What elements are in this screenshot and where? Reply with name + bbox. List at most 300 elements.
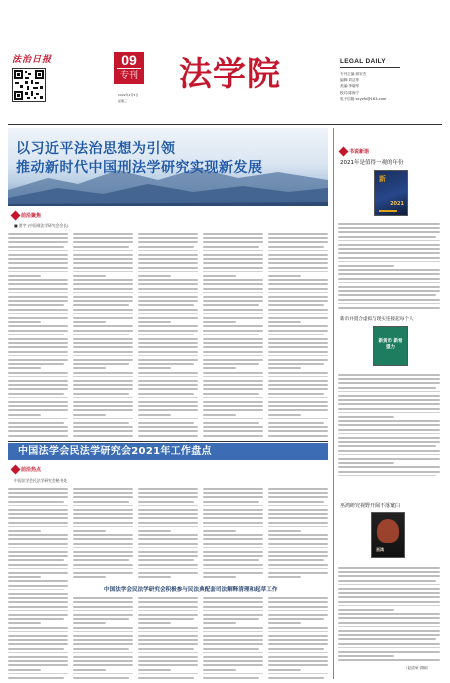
text-line	[138, 380, 198, 382]
text-line	[268, 572, 328, 574]
text-line	[268, 359, 328, 361]
text-line	[203, 622, 236, 624]
text-line	[338, 231, 440, 233]
text-line	[338, 450, 440, 452]
text-line	[338, 294, 436, 296]
text-line	[203, 304, 259, 306]
text-line	[268, 283, 328, 285]
text-line	[338, 617, 440, 619]
text-line	[203, 530, 236, 532]
text-line	[338, 299, 440, 301]
text-line	[8, 279, 68, 281]
text-line	[73, 652, 133, 654]
text-line	[203, 660, 263, 662]
text-line	[8, 338, 68, 340]
text-line	[268, 435, 328, 437]
text-line	[138, 652, 198, 654]
text-line	[8, 426, 68, 428]
text-line	[73, 384, 133, 386]
text-line	[268, 296, 328, 298]
text-line	[268, 401, 328, 403]
text-line	[8, 262, 68, 264]
text-line	[138, 677, 194, 679]
staff-list	[340, 71, 386, 102]
text-line	[138, 300, 198, 302]
text-line	[8, 304, 64, 306]
text-line	[203, 517, 263, 519]
text-line	[8, 572, 68, 574]
text-line	[138, 275, 171, 277]
text-line	[338, 588, 440, 590]
text-line	[8, 380, 68, 382]
text-line	[73, 538, 133, 540]
text-line	[138, 363, 194, 365]
text-line	[8, 241, 68, 243]
text-line	[138, 526, 198, 528]
text-line	[338, 307, 440, 309]
text-line	[138, 568, 198, 570]
text-line	[338, 445, 436, 447]
text-line	[203, 618, 259, 620]
text-line	[203, 271, 263, 273]
text-line	[138, 414, 171, 416]
text-line	[338, 626, 440, 628]
text-line	[268, 325, 328, 327]
text-line	[338, 416, 394, 418]
text-line	[138, 614, 198, 616]
lead-title-line1: 以习近平法治思想为引领	[16, 141, 176, 157]
text-line	[203, 401, 263, 403]
text-line	[268, 551, 328, 553]
text-line	[8, 393, 64, 395]
text-line	[138, 279, 198, 281]
text-line	[73, 517, 133, 519]
text-line	[268, 288, 328, 290]
text-line	[73, 401, 133, 403]
text-line	[268, 246, 324, 248]
text-line	[73, 555, 133, 557]
text-line	[338, 471, 440, 473]
text-line	[73, 414, 106, 416]
text-line	[268, 656, 328, 658]
text-line	[73, 325, 133, 327]
text-line	[268, 330, 328, 332]
text-line	[203, 505, 263, 507]
text-line	[138, 606, 198, 608]
text-line	[73, 513, 133, 515]
text-line	[138, 597, 198, 599]
text-line	[73, 572, 133, 574]
text-line	[338, 647, 440, 649]
text-line	[8, 538, 68, 540]
text-line	[8, 606, 68, 608]
text-line	[203, 551, 263, 553]
text-line	[73, 304, 129, 306]
text-line	[203, 241, 263, 243]
text-line	[338, 265, 394, 267]
book-cover-1: 新 2021	[374, 170, 408, 216]
text-line	[138, 517, 198, 519]
text-line	[8, 622, 41, 624]
text-line	[268, 660, 328, 662]
text-line	[73, 597, 133, 599]
text-line	[268, 250, 328, 252]
text-line	[338, 257, 440, 259]
text-line	[8, 568, 68, 570]
text-line	[268, 631, 328, 633]
text-line	[8, 330, 68, 332]
text-line	[138, 618, 194, 620]
text-line	[138, 330, 198, 332]
text-line	[73, 393, 129, 395]
issue-badge	[114, 52, 144, 84]
text-line	[338, 387, 436, 389]
text-line	[338, 596, 440, 598]
text-line	[8, 233, 68, 235]
text-line	[338, 286, 440, 288]
text-line	[138, 288, 198, 290]
text-line	[203, 639, 263, 641]
text-line	[203, 648, 259, 650]
sidebar-item1-body	[338, 220, 443, 310]
text-line	[203, 426, 263, 428]
text-line	[338, 571, 440, 573]
text-line	[8, 334, 64, 336]
text-line	[268, 601, 328, 603]
text-line	[203, 409, 263, 411]
text-line	[138, 422, 194, 424]
text-line	[338, 412, 440, 414]
text-line	[268, 513, 328, 515]
text-line	[73, 372, 133, 374]
text-line	[203, 414, 236, 416]
text-line	[73, 551, 133, 553]
text-line	[8, 643, 68, 645]
text-line	[73, 435, 133, 437]
text-line	[203, 572, 263, 574]
text-line	[73, 363, 129, 365]
text-line	[138, 538, 198, 540]
text-line	[338, 609, 394, 611]
text-line	[8, 359, 68, 361]
text-line	[268, 488, 328, 490]
text-line	[338, 378, 440, 380]
text-line	[8, 488, 68, 490]
text-line	[73, 559, 129, 561]
diamond-icon	[11, 211, 21, 221]
text-line	[73, 543, 133, 545]
text-line	[203, 330, 263, 332]
text-line	[268, 492, 328, 494]
work-review-body-columns	[8, 485, 328, 679]
lead-article	[8, 128, 328, 440]
text-line	[268, 555, 328, 557]
text-line	[73, 534, 133, 536]
text-line	[338, 429, 440, 431]
text-line	[203, 309, 263, 311]
text-line	[73, 397, 133, 399]
text-line	[203, 363, 259, 365]
text-line	[138, 376, 198, 378]
text-line	[73, 610, 133, 612]
staff-editor-in-chief: 专刊主编:蒋安杰	[340, 72, 367, 76]
text-line	[268, 367, 301, 369]
text-line	[268, 376, 328, 378]
text-line	[8, 648, 64, 650]
text-line	[138, 418, 198, 420]
text-line	[268, 309, 328, 311]
text-line	[338, 638, 436, 640]
text-line	[338, 466, 440, 468]
text-line	[8, 250, 68, 252]
sidebar-item2-title: 新币并置合虚拟与现实连接起每个人	[340, 317, 414, 322]
text-line	[73, 656, 133, 658]
text-line	[8, 517, 68, 519]
text-line	[138, 501, 194, 503]
text-line	[268, 405, 328, 407]
text-line	[73, 677, 129, 679]
text-line	[8, 283, 68, 285]
text-line	[203, 351, 263, 353]
text-line	[338, 622, 440, 624]
book-cover-3: 巫鸿	[371, 512, 405, 558]
text-line	[203, 627, 263, 629]
text-line	[203, 317, 263, 319]
text-line	[203, 283, 263, 285]
text-line	[203, 543, 263, 545]
text-line	[8, 618, 64, 620]
text-line	[268, 338, 328, 340]
text-line	[73, 635, 133, 637]
text-line	[138, 572, 198, 574]
text-line	[8, 551, 68, 553]
text-line	[8, 275, 41, 277]
text-line	[8, 513, 68, 515]
text-line	[138, 313, 198, 315]
text-line	[203, 355, 263, 357]
text-line	[338, 567, 440, 569]
text-line	[8, 372, 68, 374]
text-line	[338, 269, 440, 271]
text-line	[138, 576, 171, 578]
text-line	[268, 530, 301, 532]
text-line	[203, 313, 263, 315]
text-line	[268, 517, 328, 519]
text-line	[338, 420, 440, 422]
text-line	[73, 388, 133, 390]
text-line	[73, 258, 133, 260]
text-line	[268, 622, 301, 624]
text-line	[268, 321, 301, 323]
text-line	[268, 372, 328, 374]
text-line	[8, 418, 68, 420]
text-line	[8, 589, 64, 591]
sidebar-section-label: 书说新语	[340, 148, 369, 155]
text-line	[203, 342, 263, 344]
text-line	[138, 534, 198, 536]
text-line	[8, 271, 68, 273]
text-line	[138, 435, 198, 437]
text-line	[338, 273, 440, 275]
text-line	[138, 372, 198, 374]
text-line	[203, 509, 263, 511]
work-review-section-label: 前沿热点	[12, 466, 41, 473]
text-line	[73, 292, 133, 294]
text-line	[203, 522, 263, 524]
text-line	[203, 606, 263, 608]
text-line	[138, 522, 198, 524]
text-line	[8, 505, 68, 507]
text-line	[268, 409, 328, 411]
text-line	[73, 568, 133, 570]
staff-proofreader: 校对:陈海宁	[340, 90, 360, 95]
text-line	[138, 664, 198, 666]
text-line	[268, 258, 328, 260]
page-title: 法学院	[179, 54, 281, 93]
text-line	[138, 631, 198, 633]
text-line	[138, 635, 198, 637]
text-line	[8, 430, 68, 432]
newspaper-logo: 法治日报	[12, 55, 53, 65]
text-line	[138, 639, 198, 641]
staff-email: 电子信箱:xcyzfx@163.com	[340, 96, 387, 101]
staff-designer: 美编:李晓军	[340, 84, 360, 89]
text-line	[203, 262, 263, 264]
text-line	[138, 304, 194, 306]
text-line	[138, 384, 198, 386]
text-line	[203, 568, 263, 570]
text-line	[268, 547, 328, 549]
text-line	[138, 547, 198, 549]
text-line	[138, 388, 198, 390]
text-line	[338, 399, 440, 401]
text-line	[8, 325, 68, 327]
text-line	[268, 639, 328, 641]
text-line	[138, 355, 198, 357]
text-line	[73, 262, 133, 264]
text-line	[73, 267, 133, 269]
text-line	[8, 669, 41, 671]
text-line	[138, 292, 198, 294]
text-line	[268, 501, 324, 503]
text-line	[268, 393, 324, 395]
text-line	[8, 309, 68, 311]
text-line	[268, 363, 324, 365]
text-line	[138, 409, 198, 411]
text-line	[8, 530, 41, 532]
text-line	[203, 673, 263, 675]
text-line	[8, 409, 68, 411]
diamond-icon	[339, 147, 349, 157]
text-line	[203, 635, 263, 637]
text-line	[8, 534, 68, 536]
text-line	[8, 576, 41, 578]
sidebar-footer-note: （赵清荣 供稿）	[404, 666, 431, 670]
text-line	[338, 441, 440, 443]
text-line	[338, 282, 440, 284]
text-line	[8, 300, 68, 302]
text-line	[8, 363, 64, 365]
text-line	[8, 639, 68, 641]
text-line	[8, 296, 68, 298]
text-line	[8, 526, 68, 528]
text-line	[203, 233, 263, 235]
lead-author: ■ 贾宇 (中国刑法学研究会会长)	[14, 223, 69, 228]
text-line	[138, 338, 198, 340]
text-line	[73, 660, 133, 662]
text-line	[203, 359, 263, 361]
text-line	[8, 627, 68, 629]
text-line	[138, 321, 171, 323]
text-line	[203, 513, 263, 515]
text-line	[8, 401, 68, 403]
text-line	[8, 397, 68, 399]
text-line	[73, 526, 133, 528]
text-line	[203, 372, 263, 374]
text-line	[8, 237, 68, 239]
text-line	[338, 651, 440, 653]
text-line	[203, 576, 236, 578]
text-line	[338, 244, 440, 246]
text-line	[8, 585, 68, 587]
text-line	[268, 606, 328, 608]
text-line	[338, 261, 440, 263]
text-line	[268, 279, 328, 281]
text-line	[268, 496, 328, 498]
text-line	[338, 278, 440, 280]
text-line	[338, 408, 440, 410]
text-line	[73, 631, 133, 633]
text-line	[8, 313, 68, 315]
text-line	[138, 543, 198, 545]
text-line	[268, 241, 328, 243]
text-line	[203, 296, 263, 298]
issue-number: 09	[121, 52, 137, 68]
text-line	[268, 534, 328, 536]
text-line	[138, 325, 198, 327]
text-line	[73, 271, 133, 273]
text-line	[268, 643, 328, 645]
weekday: 星期三	[118, 99, 128, 103]
text-line	[268, 317, 328, 319]
text-line	[203, 601, 263, 603]
text-line	[338, 458, 440, 460]
text-line	[138, 509, 198, 511]
text-line	[8, 292, 68, 294]
text-line	[8, 376, 68, 378]
text-line	[73, 505, 133, 507]
text-line	[8, 597, 68, 599]
text-line	[8, 258, 68, 260]
text-line	[203, 397, 263, 399]
text-line	[73, 643, 133, 645]
text-line	[338, 374, 440, 376]
text-line	[203, 538, 263, 540]
text-line	[138, 601, 198, 603]
diamond-icon	[11, 465, 21, 475]
text-line	[203, 246, 259, 248]
text-line	[338, 634, 440, 636]
text-line	[8, 384, 68, 386]
text-line	[138, 401, 198, 403]
text-line	[8, 496, 68, 498]
text-line	[138, 309, 198, 311]
text-line	[203, 643, 263, 645]
text-line	[8, 664, 68, 666]
text-line	[138, 258, 198, 260]
lead-title-line2: 推动新时代中国刑法学研究实现新发展	[16, 160, 263, 176]
text-line	[203, 555, 263, 557]
